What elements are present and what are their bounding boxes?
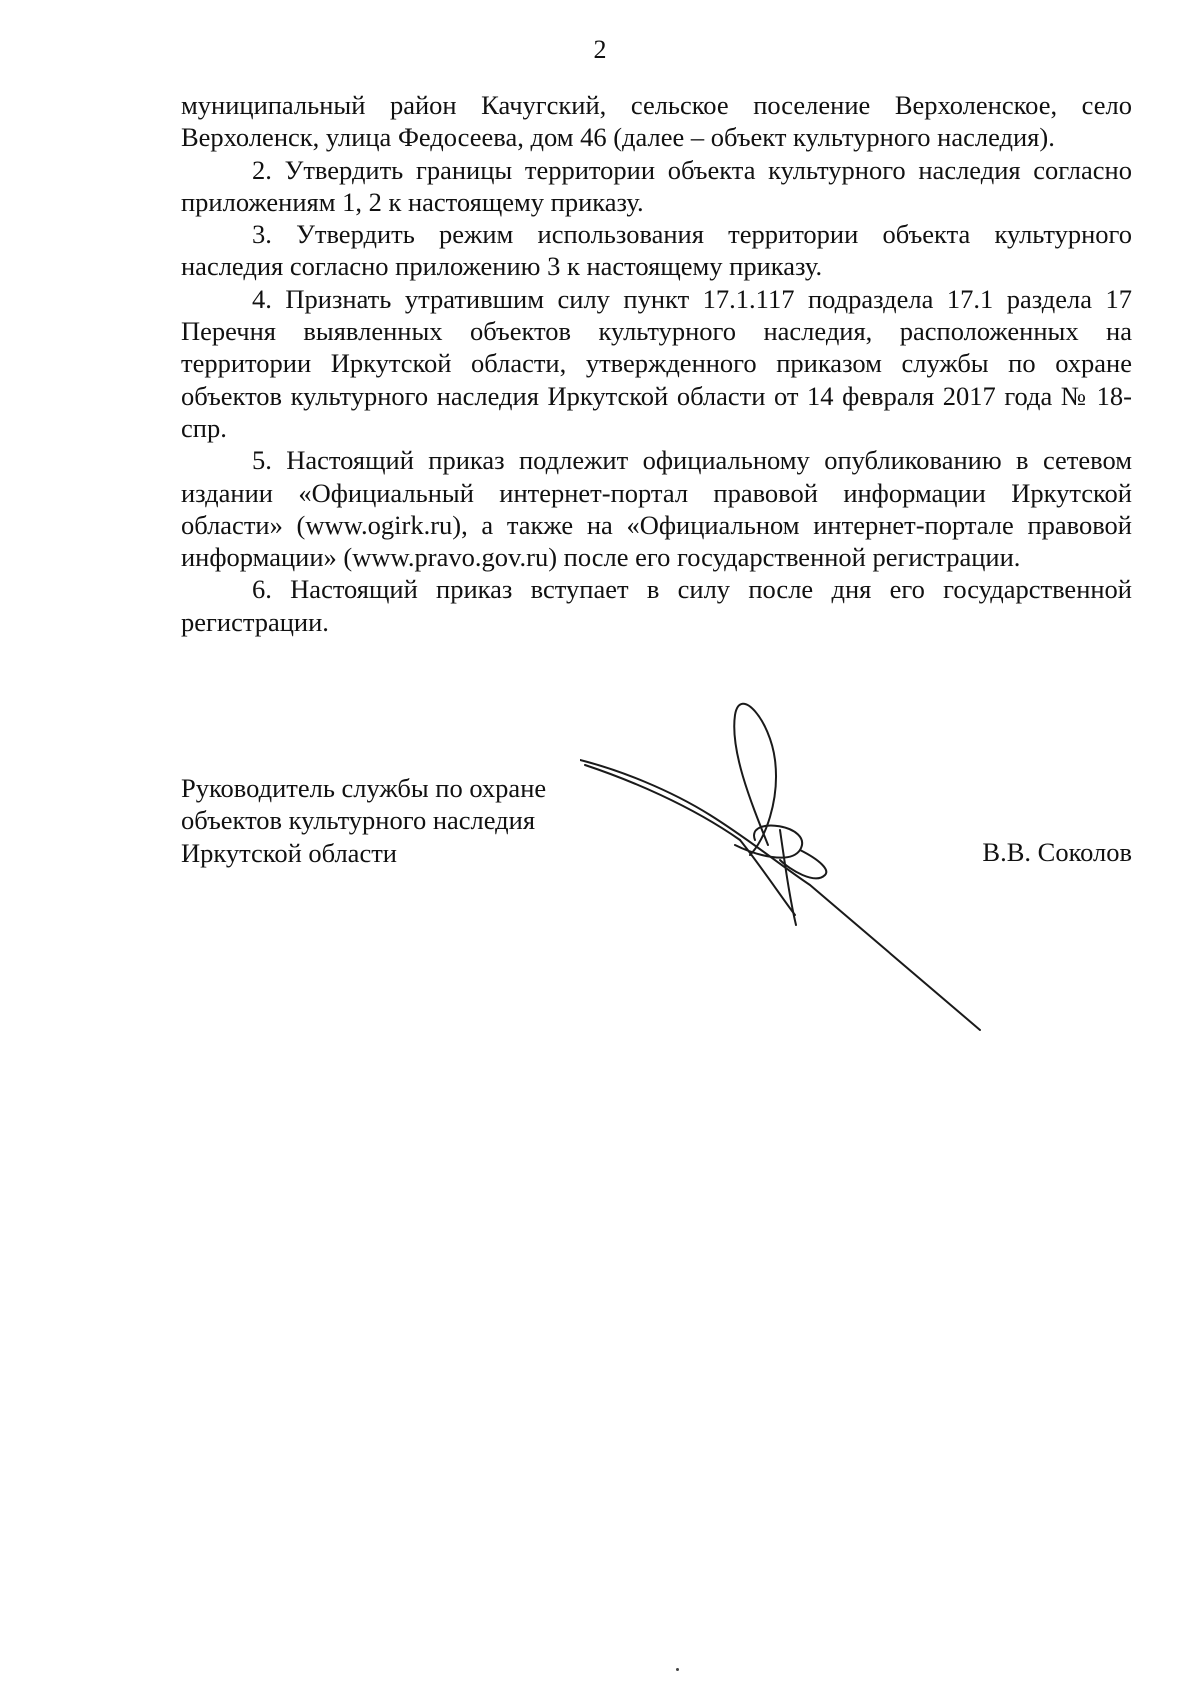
signer-position-line: объектов культурного наследия: [181, 805, 536, 836]
signer-name: В.В. Соколов: [982, 837, 1132, 867]
paragraph-item-4: 4. Признать утратившим силу пункт 17.1.117 подраздела 17.1 раздела 17 Перечня выявленных объектов культурного наследия, расположенных на территории Иркутской области, утвержденного приказом службы по охране объектов культурного наследия Иркутской области от 14 февраля 2017 года № 18-спр.: [181, 283, 1132, 443]
scan-speck: [676, 1668, 679, 1671]
paragraph-item-5: 5. Настоящий приказ подлежит официальному опубликованию в сетевом издании «Официальный интернет-портал правовой информации Иркутской области» (www.ogirk.ru), а также на «Официальном интернет-портале правовой информации» (www.pravo.gov.ru) после его государственной регистрации.: [181, 445, 1132, 573]
document-body: [181, 89, 1132, 638]
paragraph-continuation: муниципальный район Качугский, сельское поселение Верхоленское, село Верхоленск, улица Федосеева, дом 46 (далее – объект культурного наследия).: [181, 90, 1132, 153]
page-number: 2: [593, 35, 607, 64]
paragraph-item-2: 2. Утвердить границы территории объекта культурного наследия согласно приложениям 1, 2 к настоящему приказу.: [181, 154, 1132, 217]
paragraph-item-6: 6. Настоящий приказ вступает в силу после дня его государственной регистрации.: [181, 574, 1132, 637]
signer-position: [181, 772, 641, 869]
signer-position-line: Иркутской области: [181, 837, 397, 868]
handwritten-signature: [580, 690, 1000, 1050]
signer-position-line: Руководитель службы по охране: [181, 773, 547, 803]
paragraph-item-3: 3. Утвердить режим использования территории объекта культурного наследия согласно приложению 3 к настоящему приказу.: [181, 219, 1132, 282]
